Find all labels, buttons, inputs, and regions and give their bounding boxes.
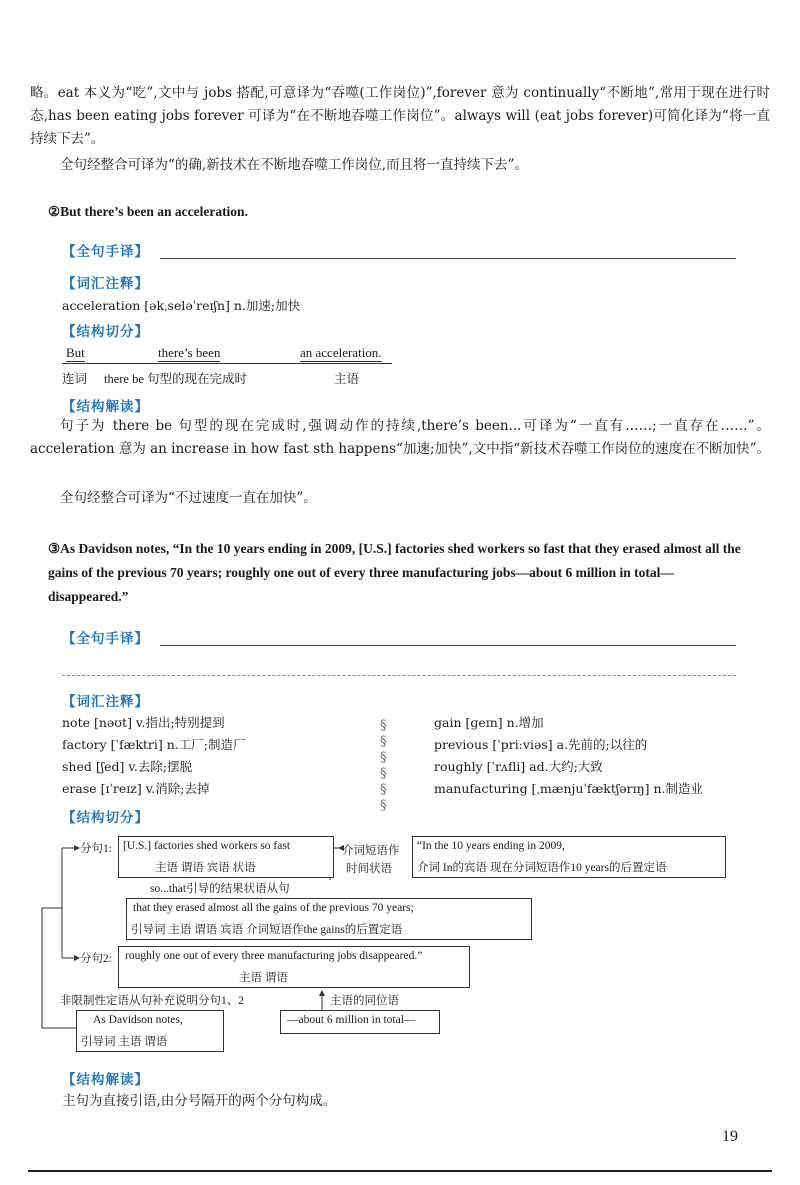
- vocab-manufacturing: manufacturing [ˌmænjuˈfæktʃərɪŋ] n.制造业: [434, 781, 704, 796]
- section-translate-label: 【全句手译】: [62, 244, 149, 260]
- prep-label-2: 时间状语: [346, 863, 392, 875]
- part-but: But: [66, 345, 85, 360]
- vocab-gain: gain [ɡeɪn] n.增加: [434, 715, 544, 730]
- vocab-note: note [nəʊt] v.指出;特别提到: [62, 715, 225, 730]
- part-theres-been: there’s been: [158, 345, 221, 360]
- section-vocab-label-3: 【词汇注释】: [62, 694, 149, 710]
- role-conj: 连词: [62, 372, 88, 386]
- clause2-roles: 主语 谓语: [239, 972, 288, 984]
- nonrestrictive-note: 非限制性定语从句补充说明分句1、2: [60, 995, 244, 1007]
- that-clause-roles: 引导词 主语 谓语 宾语 介词短语作the gains的后置定语: [131, 924, 403, 936]
- clause2-box: [118, 946, 470, 988]
- section-read-label-3: 【结构解读】: [62, 1072, 149, 1088]
- as-clause-text: As Davidson notes,: [93, 1014, 183, 1026]
- appositive-text: —about 6 million in total—: [287, 1014, 416, 1026]
- intro-summary: 全句经整合可译为“的确,新技术在不断地吞噬工作岗位,而且将一直持续下去”。: [60, 157, 528, 173]
- read-paragraph: 句子为 there be 句型的现在完成时,强调动作的持续,there’s been...可译为“一直有……;一直存在……”。acceleration 意为 an increase in how fast sth happens“加速;加快”,文中指“新技术吞噬工作岗位的速度在不断加快”。: [30, 418, 771, 457]
- page-number: 19: [722, 1128, 738, 1145]
- vocab-factory: factory [ˈfæktri] n.工厂;制造厂: [62, 737, 246, 752]
- vocab-roughly: roughly [ˈrʌfli] ad.大约;大致: [434, 759, 603, 774]
- that-clause-box: [126, 898, 532, 940]
- as-clause-box: [76, 1010, 224, 1052]
- clause1-tag: 分句1:: [80, 843, 112, 855]
- vocab-acceleration: acceleration [əkˌseləˈreɪʃn] n.加速;加快: [62, 298, 301, 313]
- appositive-note: 主语的同位语: [330, 995, 399, 1007]
- section-struct-label: 【结构切分】: [62, 324, 149, 340]
- section-translate-label-3: 【全句手译】: [62, 631, 149, 647]
- clause1-text: [U.S.] factories shed workers so fast: [123, 840, 291, 852]
- section-vocab-label: 【词汇注释】: [62, 276, 149, 292]
- result-note: so...that引导的结果状语从句: [150, 883, 290, 895]
- role-subject: 主语: [334, 372, 360, 386]
- vocab-previous: previous [ˈpriːviəs] a.先前的;以往的: [434, 737, 648, 752]
- read-summary: 全句经整合可译为“不过速度一直在加快”。: [60, 490, 317, 506]
- prep-box: [412, 836, 726, 878]
- role-there-be: there be 句型的现在完成时: [104, 372, 248, 386]
- vocab-erase: erase [ɪˈreɪz] v.消除;去掉: [62, 781, 210, 796]
- prep-roles: 介词 In的宾语 现在分词短语作10 years的后置定语: [417, 862, 667, 874]
- prep-label: 介词短语作: [342, 845, 400, 857]
- clause2-text: roughly one out of every three manufacturing jobs disappeared.”: [125, 950, 423, 962]
- sentence-2: ②But there’s been an acceleration.: [48, 204, 248, 219]
- divider-wave: § § § § § §: [380, 718, 387, 813]
- intro-paragraph: 略。eat 本义为“吃”,文中与 jobs 搭配,可意译为“吞噬(工作岗位)”,forever 意为 continually“不断地”,常用于现在进行时态,has been eating jobs forever 可译为“在不断地吞噬工作岗位”。always will (eat jobs forever)可简化译为“将一直持续下去”。: [30, 85, 770, 147]
- appositive-box: [280, 1010, 440, 1034]
- that-clause-text: that they erased almost all the gains of the previous 70 years;: [133, 902, 414, 914]
- clause1-box: [118, 836, 334, 878]
- part-acceleration: an acceleration.: [300, 345, 382, 360]
- prep-text: “In the 10 years ending in 2009,: [417, 840, 565, 852]
- section-read-label: 【结构解读】: [62, 399, 149, 415]
- vocab-shed: shed [ʃed] v.去除;摆脱: [62, 759, 193, 774]
- section-struct-label-3: 【结构切分】: [62, 810, 149, 826]
- sentence-3: ③As Davidson notes, “In the 10 years ending in 2009, [U.S.] factories shed workers so fast that they erased almost all the gains of the previous 70 years; roughly one out of every three manufacturing jobs—about 6 million in total—disappeared.”: [48, 541, 741, 604]
- footer-rule: [28, 1170, 772, 1172]
- read-paragraph-3: 主句为直接引语,由分号隔开的两个分句构成。: [62, 1093, 337, 1109]
- clause2-tag: 分句2:: [80, 953, 112, 965]
- clause1-roles: 主语 谓语 宾语 状语: [155, 862, 256, 874]
- as-clause-roles: 引导词 主语 谓语: [81, 1036, 168, 1048]
